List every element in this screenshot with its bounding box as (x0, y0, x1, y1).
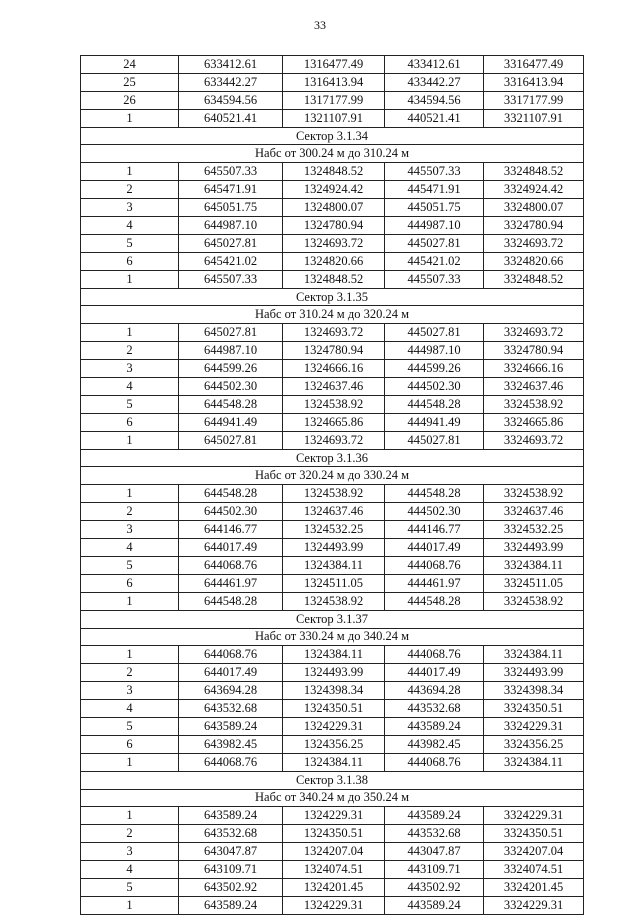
coord-y-alt-cell: 3324693.72 (484, 431, 584, 449)
table-row (81, 395, 584, 413)
coord-y-cell: 1324637.46 (283, 378, 385, 396)
coord-y-alt-cell: 3324666.16 (484, 360, 584, 378)
coord-y-cell: 1324350.51 (283, 700, 385, 718)
coord-x-cell: 634594.56 (179, 91, 283, 109)
point-number-cell: 3 (81, 682, 179, 700)
table-row (81, 861, 584, 879)
table-row (81, 73, 584, 91)
coord-x-alt-cell: 444502.30 (385, 503, 484, 521)
coord-y-cell: 1324637.46 (283, 503, 385, 521)
table-row (81, 664, 584, 682)
coord-y-alt-cell: 3324384.11 (484, 753, 584, 771)
table-row (81, 682, 584, 700)
point-number-cell: 4 (81, 700, 179, 718)
point-number-cell: 1 (81, 485, 179, 503)
table-row (81, 56, 584, 74)
sector-header-text: Набс от 340.24 м до 350.24 м (81, 789, 584, 807)
table-row (81, 378, 584, 396)
sector-header-text: Сектор 3.1.36 (81, 449, 584, 467)
coord-x-cell: 644987.10 (179, 342, 283, 360)
coord-x-cell: 643109.71 (179, 861, 283, 879)
table-row (81, 807, 584, 825)
sector-header-text: Набс от 300.24 м до 310.24 м (81, 145, 584, 163)
coord-y-alt-cell: 3324074.51 (484, 861, 584, 879)
coord-x-cell: 644987.10 (179, 217, 283, 235)
coord-y-cell: 1324398.34 (283, 682, 385, 700)
coord-x-cell: 645027.81 (179, 324, 283, 342)
table-row (81, 843, 584, 861)
coord-x-cell: 643047.87 (179, 843, 283, 861)
table-row (81, 878, 584, 896)
coord-x-cell: 644068.76 (179, 753, 283, 771)
coord-y-cell: 1324384.11 (283, 753, 385, 771)
coord-y-alt-cell: 3324398.34 (484, 682, 584, 700)
point-number-cell: 3 (81, 843, 179, 861)
coord-x-cell: 645027.81 (179, 234, 283, 252)
coord-x-cell: 644599.26 (179, 360, 283, 378)
sector-header-text: Набс от 320.24 м до 330.24 м (81, 467, 584, 485)
sector-header-row (81, 145, 584, 163)
coord-x-alt-cell: 440521.41 (385, 109, 484, 127)
coord-x-cell: 633412.61 (179, 56, 283, 74)
point-number-cell: 1 (81, 592, 179, 610)
point-number-cell: 2 (81, 825, 179, 843)
coord-y-alt-cell: 3324511.05 (484, 574, 584, 592)
coord-y-cell: 1324693.72 (283, 324, 385, 342)
table-row (81, 91, 584, 109)
point-number-cell: 2 (81, 181, 179, 199)
point-number-cell: 1 (81, 270, 179, 288)
coord-x-cell: 645421.02 (179, 252, 283, 270)
coord-y-alt-cell: 3324350.51 (484, 700, 584, 718)
coord-y-cell: 1324511.05 (283, 574, 385, 592)
coord-y-alt-cell: 3324229.31 (484, 717, 584, 735)
coord-x-alt-cell: 444941.49 (385, 413, 484, 431)
point-number-cell: 2 (81, 503, 179, 521)
coord-y-cell: 1324356.25 (283, 735, 385, 753)
coord-x-alt-cell: 445027.81 (385, 234, 484, 252)
point-number-cell: 4 (81, 539, 179, 557)
coord-x-cell: 644941.49 (179, 413, 283, 431)
coord-x-cell: 643694.28 (179, 682, 283, 700)
coord-y-alt-cell: 3324848.52 (484, 270, 584, 288)
coord-x-alt-cell: 443589.24 (385, 717, 484, 735)
coord-x-cell: 643532.68 (179, 700, 283, 718)
point-number-cell: 5 (81, 556, 179, 574)
coord-x-cell: 645507.33 (179, 163, 283, 181)
coord-x-cell: 644068.76 (179, 646, 283, 664)
coord-x-alt-cell: 444502.30 (385, 378, 484, 396)
coord-x-alt-cell: 443109.71 (385, 861, 484, 879)
coord-y-alt-cell: 3324493.99 (484, 539, 584, 557)
point-number-cell: 3 (81, 360, 179, 378)
coord-y-alt-cell: 3324693.72 (484, 234, 584, 252)
sector-header-row (81, 306, 584, 324)
point-number-cell: 1 (81, 807, 179, 825)
table-row (81, 485, 584, 503)
coord-y-cell: 1324493.99 (283, 664, 385, 682)
point-number-cell: 25 (81, 73, 179, 91)
coord-y-alt-cell: 3324637.46 (484, 378, 584, 396)
point-number-cell: 1 (81, 163, 179, 181)
coord-x-alt-cell: 443694.28 (385, 682, 484, 700)
coord-x-alt-cell: 443982.45 (385, 735, 484, 753)
table-row (81, 413, 584, 431)
coord-y-cell: 1324538.92 (283, 485, 385, 503)
coord-y-cell: 1324800.07 (283, 199, 385, 217)
point-number-cell: 4 (81, 217, 179, 235)
coord-x-cell: 644502.30 (179, 378, 283, 396)
coord-x-alt-cell: 444017.49 (385, 664, 484, 682)
table-row (81, 700, 584, 718)
sector-header-text: Сектор 3.1.35 (81, 288, 584, 306)
table-row (81, 199, 584, 217)
coord-y-cell: 1324848.52 (283, 163, 385, 181)
coord-y-alt-cell: 3324229.31 (484, 896, 584, 914)
coord-x-cell: 643532.68 (179, 825, 283, 843)
table-row (81, 431, 584, 449)
coord-y-alt-cell: 3324637.46 (484, 503, 584, 521)
table-row (81, 234, 584, 252)
coord-y-cell: 1324665.86 (283, 413, 385, 431)
coord-y-cell: 1317177.99 (283, 91, 385, 109)
point-number-cell: 1 (81, 109, 179, 127)
coord-x-alt-cell: 443589.24 (385, 807, 484, 825)
coord-y-cell: 1324229.31 (283, 896, 385, 914)
sector-header-row (81, 789, 584, 807)
coord-y-cell: 1324693.72 (283, 234, 385, 252)
coord-x-alt-cell: 445027.81 (385, 431, 484, 449)
point-number-cell: 3 (81, 521, 179, 539)
coord-y-cell: 1324848.52 (283, 270, 385, 288)
coord-y-alt-cell: 3316477.49 (484, 56, 584, 74)
coord-y-cell: 1324780.94 (283, 217, 385, 235)
coord-x-alt-cell: 443532.68 (385, 825, 484, 843)
coord-x-cell: 645507.33 (179, 270, 283, 288)
sector-header-row (81, 288, 584, 306)
coord-y-alt-cell: 3324780.94 (484, 342, 584, 360)
coord-x-alt-cell: 443047.87 (385, 843, 484, 861)
table-row (81, 252, 584, 270)
coord-y-alt-cell: 3324229.31 (484, 807, 584, 825)
coord-y-alt-cell: 3324693.72 (484, 324, 584, 342)
coord-x-cell: 633442.27 (179, 73, 283, 91)
coord-y-alt-cell: 3324207.04 (484, 843, 584, 861)
coord-y-cell: 1316477.49 (283, 56, 385, 74)
coord-y-cell: 1324780.94 (283, 342, 385, 360)
coord-x-alt-cell: 445507.33 (385, 270, 484, 288)
table-row (81, 217, 584, 235)
sector-header-row (81, 610, 584, 628)
point-number-cell: 6 (81, 574, 179, 592)
coord-y-cell: 1324384.11 (283, 646, 385, 664)
coord-x-alt-cell: 444068.76 (385, 753, 484, 771)
coord-y-cell: 1324538.92 (283, 592, 385, 610)
coord-x-cell: 644017.49 (179, 664, 283, 682)
coord-x-alt-cell: 445421.02 (385, 252, 484, 270)
table-row (81, 109, 584, 127)
coord-x-cell: 643982.45 (179, 735, 283, 753)
point-number-cell: 24 (81, 56, 179, 74)
coord-x-alt-cell: 444548.28 (385, 395, 484, 413)
point-number-cell: 1 (81, 646, 179, 664)
coord-x-alt-cell: 445471.91 (385, 181, 484, 199)
coord-y-alt-cell: 3324800.07 (484, 199, 584, 217)
coord-y-cell: 1321107.91 (283, 109, 385, 127)
coord-x-cell: 644548.28 (179, 592, 283, 610)
table-row (81, 521, 584, 539)
sector-header-text: Сектор 3.1.37 (81, 610, 584, 628)
coord-y-cell: 1324350.51 (283, 825, 385, 843)
coord-y-alt-cell: 3317177.99 (484, 91, 584, 109)
coord-y-alt-cell: 3324493.99 (484, 664, 584, 682)
coord-y-cell: 1324924.42 (283, 181, 385, 199)
sector-header-row (81, 628, 584, 646)
table-row (81, 753, 584, 771)
table-row (81, 556, 584, 574)
coord-x-alt-cell: 444068.76 (385, 556, 484, 574)
table-row (81, 717, 584, 735)
point-number-cell: 4 (81, 861, 179, 879)
point-number-cell: 2 (81, 342, 179, 360)
coord-x-cell: 643589.24 (179, 807, 283, 825)
coord-x-cell: 644548.28 (179, 395, 283, 413)
coord-x-cell: 645471.91 (179, 181, 283, 199)
coord-y-alt-cell: 3324538.92 (484, 395, 584, 413)
coord-x-cell: 643502.92 (179, 878, 283, 896)
coord-x-cell: 645027.81 (179, 431, 283, 449)
point-number-cell: 1 (81, 896, 179, 914)
point-number-cell: 5 (81, 395, 179, 413)
coord-x-alt-cell: 433442.27 (385, 73, 484, 91)
coord-y-cell: 1324229.31 (283, 807, 385, 825)
coord-y-cell: 1324666.16 (283, 360, 385, 378)
point-number-cell: 4 (81, 378, 179, 396)
coord-y-cell: 1324538.92 (283, 395, 385, 413)
coord-x-alt-cell: 433412.61 (385, 56, 484, 74)
coord-x-alt-cell: 444548.28 (385, 485, 484, 503)
coord-x-alt-cell: 434594.56 (385, 91, 484, 109)
coord-x-cell: 643589.24 (179, 896, 283, 914)
coord-x-alt-cell: 444987.10 (385, 217, 484, 235)
coord-x-cell: 644068.76 (179, 556, 283, 574)
table-row (81, 574, 584, 592)
coordinates-table-body (81, 56, 584, 915)
sector-header-row (81, 771, 584, 789)
coord-y-cell: 1324820.66 (283, 252, 385, 270)
table-row (81, 735, 584, 753)
coord-y-cell: 1324207.04 (283, 843, 385, 861)
coord-y-alt-cell: 3324924.42 (484, 181, 584, 199)
coord-x-cell: 640521.41 (179, 109, 283, 127)
sector-header-row (81, 467, 584, 485)
coord-y-cell: 1324693.72 (283, 431, 385, 449)
coord-y-cell: 1324229.31 (283, 717, 385, 735)
table-row (81, 342, 584, 360)
coord-y-alt-cell: 3324780.94 (484, 217, 584, 235)
coord-x-alt-cell: 444146.77 (385, 521, 484, 539)
coord-x-cell: 644461.97 (179, 574, 283, 592)
coord-x-alt-cell: 445507.33 (385, 163, 484, 181)
table-row (81, 324, 584, 342)
point-number-cell: 1 (81, 431, 179, 449)
table-row (81, 181, 584, 199)
coord-y-alt-cell: 3324538.92 (484, 592, 584, 610)
coord-x-alt-cell: 445027.81 (385, 324, 484, 342)
page-number: 33 (314, 18, 326, 32)
table-row (81, 503, 584, 521)
point-number-cell: 5 (81, 234, 179, 252)
coord-x-alt-cell: 444987.10 (385, 342, 484, 360)
coord-y-cell: 1316413.94 (283, 73, 385, 91)
coord-x-alt-cell: 444461.97 (385, 574, 484, 592)
coord-y-alt-cell: 3316413.94 (484, 73, 584, 91)
table-row (81, 539, 584, 557)
coord-y-alt-cell: 3324350.51 (484, 825, 584, 843)
coord-y-alt-cell: 3324532.25 (484, 521, 584, 539)
table-row (81, 825, 584, 843)
coord-y-alt-cell: 3324201.45 (484, 878, 584, 896)
coord-x-cell: 644502.30 (179, 503, 283, 521)
table-row (81, 270, 584, 288)
point-number-cell: 5 (81, 878, 179, 896)
coord-y-cell: 1324201.45 (283, 878, 385, 896)
coord-y-alt-cell: 3324848.52 (484, 163, 584, 181)
table-row (81, 360, 584, 378)
coord-y-alt-cell: 3324820.66 (484, 252, 584, 270)
coord-x-cell: 644146.77 (179, 521, 283, 539)
coord-x-cell: 644548.28 (179, 485, 283, 503)
point-number-cell: 26 (81, 91, 179, 109)
point-number-cell: 3 (81, 199, 179, 217)
point-number-cell: 1 (81, 753, 179, 771)
coord-x-cell: 645051.75 (179, 199, 283, 217)
sector-header-text: Сектор 3.1.38 (81, 771, 584, 789)
coord-x-alt-cell: 443532.68 (385, 700, 484, 718)
coord-y-alt-cell: 3321107.91 (484, 109, 584, 127)
coord-x-alt-cell: 444548.28 (385, 592, 484, 610)
point-number-cell: 5 (81, 717, 179, 735)
coord-x-alt-cell: 444068.76 (385, 646, 484, 664)
point-number-cell: 1 (81, 324, 179, 342)
sector-header-text: Набс от 310.24 м до 320.24 м (81, 306, 584, 324)
sector-header-row (81, 127, 584, 145)
coordinates-table (80, 55, 584, 915)
coord-y-cell: 1324384.11 (283, 556, 385, 574)
point-number-cell: 6 (81, 735, 179, 753)
table-row (81, 163, 584, 181)
point-number-cell: 6 (81, 413, 179, 431)
coord-x-alt-cell: 443589.24 (385, 896, 484, 914)
sector-header-text: Сектор 3.1.34 (81, 127, 584, 145)
coord-x-alt-cell: 444599.26 (385, 360, 484, 378)
table-row (81, 646, 584, 664)
coord-x-alt-cell: 443502.92 (385, 878, 484, 896)
sector-header-row (81, 449, 584, 467)
sector-header-text: Набс от 330.24 м до 340.24 м (81, 628, 584, 646)
point-number-cell: 2 (81, 664, 179, 682)
coord-x-alt-cell: 444017.49 (385, 539, 484, 557)
coord-y-cell: 1324532.25 (283, 521, 385, 539)
coord-y-alt-cell: 3324384.11 (484, 556, 584, 574)
coord-y-alt-cell: 3324665.86 (484, 413, 584, 431)
table-row (81, 896, 584, 914)
point-number-cell: 6 (81, 252, 179, 270)
coord-y-alt-cell: 3324538.92 (484, 485, 584, 503)
coord-y-alt-cell: 3324356.25 (484, 735, 584, 753)
coord-x-alt-cell: 445051.75 (385, 199, 484, 217)
table-row (81, 592, 584, 610)
coord-x-cell: 644017.49 (179, 539, 283, 557)
coord-x-cell: 643589.24 (179, 717, 283, 735)
coord-y-alt-cell: 3324384.11 (484, 646, 584, 664)
coord-y-cell: 1324074.51 (283, 861, 385, 879)
coord-y-cell: 1324493.99 (283, 539, 385, 557)
